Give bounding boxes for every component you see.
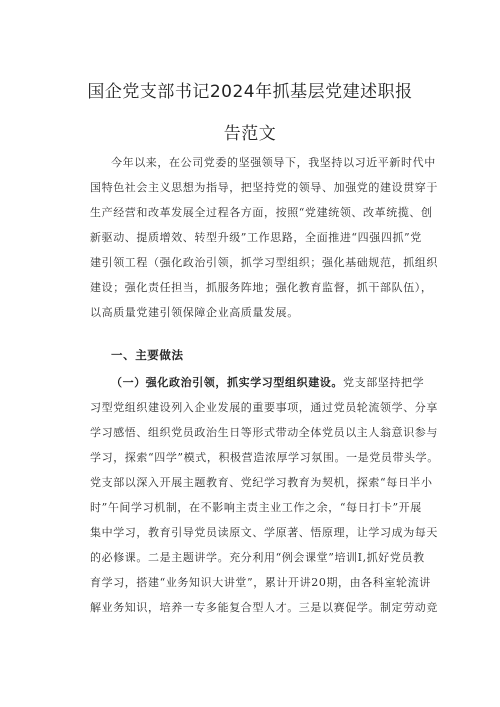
body-line: 育学习，搭建“业务知识大讲堂”，累计开讲20期，由各科室轮流讲 <box>90 576 431 589</box>
section-heading: 一、主要做法 <box>111 348 184 362</box>
body-line: 解业务知识，培养一专多能复合型人才。三是以赛促学。制定劳动竞 <box>90 601 438 614</box>
body-line: 党支部以深入开展主题教育、党纪学习教育为契机，探索“每日半小 <box>90 476 433 489</box>
body-line: 学习，探索“四学”模式，积极营造浓厚学习氛围。一是党员带头学。 <box>90 451 439 464</box>
intro-line-7: 以高质量党建引领保障企业高质量发展。 <box>90 306 299 319</box>
intro-line-5: 建引领工程（强化政治引领，抓学习型组织；强化基础规范，抓组织 <box>90 256 438 269</box>
document-title-line-2: 告范文 <box>223 124 277 144</box>
subsection-first-line-text: 党支部坚持把学 <box>343 376 425 389</box>
body-line: 集中学习，教育引导党员读原文、学原著、悟原理，让学习成为每天 <box>90 526 438 539</box>
intro-line-1: 今年以来，在公司党委的坚强领导下，我坚持以习近平新时代中 <box>111 156 436 169</box>
body-line: 的必修课。二是主题讲学。充分利用“例会课堂”培训I,抓好党员教 <box>90 551 425 564</box>
body-line: 时”午间学习机制，在不影响主责主业工作之余，“每日打卡”开展 <box>90 501 422 514</box>
subsection-first-line <box>111 376 424 390</box>
subsection-heading: （一）强化政治引领，抓实学习型组织建设。 <box>111 376 343 389</box>
intro-line-3: 生产经营和改革发展全过程各方面，按照“党建统领、改革统揽、创 <box>90 206 433 219</box>
body-line: 学习感悟、组织党员政治生日等形式带动全体党员以主人翁意识参与 <box>90 426 438 439</box>
document-title-line-1: 国企党支部书记2024年抓基层党建述职报 <box>87 82 413 102</box>
body-line: 习型党组织建设列入企业发展的重要事项，通过党员轮流领学、分享 <box>90 401 438 414</box>
intro-line-2: 国特色社会主义思想为指导，把坚持党的领导、加强党的建设贯穿于 <box>90 181 438 194</box>
intro-line-6: 建设；强化责任担当，抓服务阵地；强化教育监督，抓干部队伍）， <box>90 281 433 294</box>
intro-line-4: 新驱动、提质增效、转型升级”工作思路，全面推进“四强四抓”党 <box>90 231 422 244</box>
